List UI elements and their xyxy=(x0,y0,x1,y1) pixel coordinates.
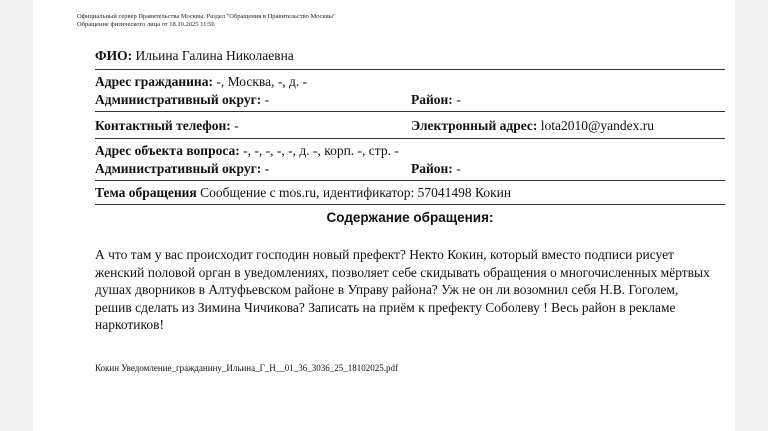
divider xyxy=(95,180,725,181)
email-label: Электронный адрес: xyxy=(411,118,538,133)
divider xyxy=(95,204,725,205)
citizen-address-value: -, Москва, -, д. - xyxy=(216,74,308,89)
phone-value: - xyxy=(234,118,239,133)
email-row xyxy=(411,118,654,134)
fio-value: Ильина Галина Николаевна xyxy=(135,48,294,63)
divider xyxy=(95,111,725,112)
object-district-row xyxy=(411,161,461,177)
topic-row xyxy=(95,185,511,201)
citizen-address-label: Адрес гражданина: xyxy=(95,74,213,89)
content-title: Содержание обращения: xyxy=(326,210,494,225)
phone-label: Контактный телефон: xyxy=(95,118,231,133)
district-row xyxy=(411,92,461,108)
document-header xyxy=(77,13,336,29)
admin-district-label: Административный округ: xyxy=(95,92,262,107)
appeal-content: А что там у вас происходит господин новый префект? Некто Кокин, который вместо подписи рисует женский половой орган в уведомлениях, позволяет себе скидывать обращения о многочисленных мёртвых душах дворников в Алтуфьевском районе в Управу района? Уж не он ли возомнил себя Н.В. Гоголем, решив сделать из Зимина Чичикова? Записать на приём к префекту Соболеву ! Весь район в рекламе наркотиков! xyxy=(95,247,710,332)
object-address-value: -, -, -, -, -, д. -, корп. -, стр. - xyxy=(243,143,399,158)
admin-district-row xyxy=(95,92,269,108)
email-value: lota2010@yandex.ru xyxy=(540,118,655,133)
object-address-row xyxy=(95,143,399,159)
header-source: Официальный сервер Правительства Москвы. Раздел "Обращения в Правительство Москвы" xyxy=(77,13,336,20)
divider xyxy=(95,138,725,139)
district-value: - xyxy=(456,92,461,107)
district-label: Район: xyxy=(411,92,453,107)
header-date: Обращение физического лица от 18.10.2025 11:56 xyxy=(77,21,215,28)
object-district-value: - xyxy=(456,161,461,176)
topic-label: Тема обращения xyxy=(95,185,197,200)
object-address-label: Адрес объекта вопроса: xyxy=(95,143,240,158)
object-admin-district-value: - xyxy=(264,161,270,176)
fio-label: ФИО: xyxy=(95,48,133,63)
topic-value: Сообщение с mos.ru, идентификатор: 57041498 Кокин xyxy=(200,185,512,200)
admin-district-value: - xyxy=(264,92,270,107)
object-admin-district-label: Административный округ: xyxy=(95,161,262,176)
document-page xyxy=(33,0,735,431)
fio-row xyxy=(95,48,294,64)
object-district-label: Район: xyxy=(411,161,453,176)
phone-row xyxy=(95,118,239,134)
object-admin-district-row xyxy=(95,161,269,177)
citizen-address-row xyxy=(95,74,307,90)
divider xyxy=(95,69,725,70)
attachment-filename[interactable]: Кокин Уведомление_гражданину_Ильина_Г_Н__01_36_3036_25_18102025.pdf xyxy=(95,363,399,373)
